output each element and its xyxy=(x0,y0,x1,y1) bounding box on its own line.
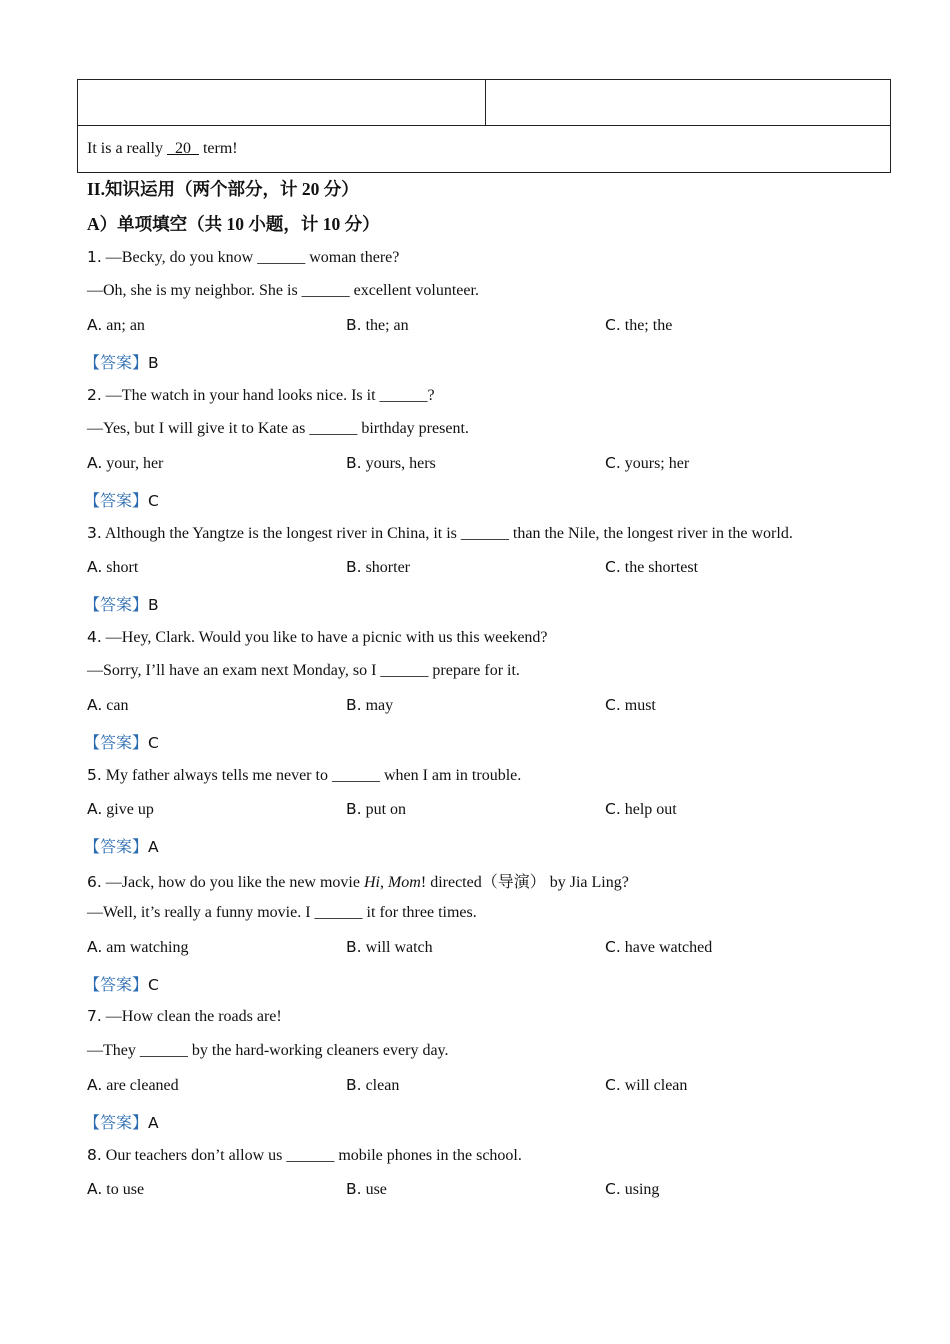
question-6-line-1 xyxy=(87,869,629,892)
option-letter: B. xyxy=(346,558,362,576)
question-text: —Becky, do you know ______ woman there? xyxy=(105,249,400,266)
option-text: yours, hers xyxy=(365,455,436,472)
question-6-option-c xyxy=(605,938,712,957)
option-letter: A. xyxy=(87,316,103,334)
option-text: clean xyxy=(365,1077,400,1094)
sentence-suffix: term! xyxy=(198,140,238,157)
answer-label: 【答案】 xyxy=(84,735,149,752)
option-letter: B. xyxy=(346,800,362,818)
question-number: 6. xyxy=(87,873,102,891)
question-1-line-1 xyxy=(87,248,399,267)
answer-key: A xyxy=(148,1114,159,1132)
option-text: an; an xyxy=(106,317,145,334)
question-4-option-a xyxy=(87,696,128,715)
question-text: —Hey, Clark. Would you like to have a picnic with us this weekend? xyxy=(105,629,548,646)
answer-key: C xyxy=(148,734,159,752)
option-text: your, her xyxy=(106,455,164,472)
question-7-line-1 xyxy=(87,1007,282,1026)
question-8-option-b xyxy=(346,1180,387,1199)
question-3-answer xyxy=(84,592,159,615)
question-2-option-a xyxy=(87,454,163,473)
option-text: the shortest xyxy=(624,559,699,576)
option-letter: A. xyxy=(87,938,103,956)
question-text: —The watch in your hand looks nice. Is it ______? xyxy=(105,387,435,404)
option-letter: B. xyxy=(346,316,362,334)
option-letter: B. xyxy=(346,1180,362,1198)
option-letter: A. xyxy=(87,454,103,472)
option-letter: A. xyxy=(87,1180,103,1198)
question-4-option-c xyxy=(605,696,656,715)
option-letter: C. xyxy=(605,558,621,576)
option-letter: C. xyxy=(605,696,621,714)
option-text: short xyxy=(106,559,139,576)
option-letter: B. xyxy=(346,938,362,956)
question-6-option-a xyxy=(87,938,188,957)
option-letter: C. xyxy=(605,800,621,818)
option-letter: B. xyxy=(346,454,362,472)
question-2-option-b xyxy=(346,454,436,473)
answer-label: 【答案】 xyxy=(84,977,149,994)
question-6-line-2: —Well, it’s really a funny movie. I ______ it for three times. xyxy=(87,904,477,921)
option-text: the; the xyxy=(624,317,673,334)
question-2-line-2: —Yes, but I will give it to Kate as ______ birthday present. xyxy=(87,420,469,437)
question-1-answer xyxy=(84,350,159,373)
question-8-option-c xyxy=(605,1180,659,1199)
table-cell-empty-left xyxy=(78,80,486,126)
table-cell-sentence xyxy=(78,126,891,173)
option-text: are cleaned xyxy=(106,1077,179,1094)
question-number: 8. xyxy=(87,1146,102,1164)
option-letter: C. xyxy=(605,454,621,472)
question-2-option-c xyxy=(605,454,689,473)
question-8-line-1 xyxy=(87,1146,522,1165)
question-3-option-b xyxy=(346,558,410,577)
option-text: put on xyxy=(365,801,407,818)
sentence-prefix: It is a really xyxy=(87,140,167,157)
blank-20: 20 xyxy=(166,140,199,157)
answer-label: 【答案】 xyxy=(84,493,149,510)
question-5-option-a xyxy=(87,800,154,819)
option-letter: A. xyxy=(87,800,103,818)
answer-label: 【答案】 xyxy=(84,839,149,856)
answer-label: 【答案】 xyxy=(84,355,149,372)
question-7-option-c xyxy=(605,1076,687,1095)
question-7-line-2: —They ______ by the hard-working cleaners every day. xyxy=(87,1042,449,1059)
movie-title-part: Mom xyxy=(387,874,421,891)
question-5-option-b xyxy=(346,800,406,819)
answer-key: A xyxy=(148,838,159,856)
question-7-option-b xyxy=(346,1076,399,1095)
question-text: My father always tells me never to ______ when I am in trouble. xyxy=(105,767,522,784)
option-letter: C. xyxy=(605,1076,621,1094)
option-text: will watch xyxy=(365,939,433,956)
option-letter: A. xyxy=(87,696,103,714)
question-text: —Jack, how do you like the new movie xyxy=(105,874,364,891)
answer-key: B xyxy=(148,596,159,614)
option-text: may xyxy=(365,697,394,714)
option-text: must xyxy=(624,697,656,714)
question-5-line-1 xyxy=(87,766,521,785)
option-text: have watched xyxy=(624,939,713,956)
subsection-title: A）单项填空（共 10 小题，计 10 分） xyxy=(87,214,380,234)
question-text: —How clean the roads are! xyxy=(105,1008,282,1025)
option-letter: C. xyxy=(605,316,621,334)
option-text: use xyxy=(365,1181,387,1198)
movie-title-part: Hi xyxy=(363,874,380,891)
question-4-option-b xyxy=(346,696,393,715)
question-7-answer xyxy=(84,1110,159,1133)
question-2-answer xyxy=(84,488,159,511)
question-4-line-1 xyxy=(87,628,548,647)
question-6-option-b xyxy=(346,938,433,957)
question-1-option-b xyxy=(346,316,409,335)
question-number: 4. xyxy=(87,628,102,646)
option-letter: C. xyxy=(605,1180,621,1198)
question-2-line-1 xyxy=(87,386,435,405)
answer-label: 【答案】 xyxy=(84,597,149,614)
question-text: ! directed（导演） by Jia Ling? xyxy=(420,874,629,891)
question-3-line-1 xyxy=(87,524,793,543)
question-number: 5. xyxy=(87,766,102,784)
question-4-answer xyxy=(84,730,159,753)
question-3-option-c xyxy=(605,558,698,577)
answer-key: C xyxy=(148,976,159,994)
question-number: 7. xyxy=(87,1007,102,1025)
question-5-answer xyxy=(84,834,159,857)
question-4-line-2: —Sorry, I’ll have an exam next Monday, so I ______ prepare for it. xyxy=(87,662,520,679)
option-text: shorter xyxy=(365,559,410,576)
question-text: , xyxy=(379,874,388,891)
question-1-line-2: —Oh, she is my neighbor. She is ______ excellent volunteer. xyxy=(87,282,479,299)
option-letter: B. xyxy=(346,696,362,714)
table-cell-empty-right xyxy=(486,80,891,126)
option-text: using xyxy=(624,1181,660,1198)
question-number: 2. xyxy=(87,386,102,404)
question-7-option-a xyxy=(87,1076,179,1095)
answer-key: C xyxy=(148,492,159,510)
option-text: can xyxy=(106,697,129,714)
question-5-option-c xyxy=(605,800,677,819)
answer-key: B xyxy=(148,354,159,372)
question-8-option-a xyxy=(87,1180,144,1199)
question-1-option-a xyxy=(87,316,145,335)
question-6-answer xyxy=(84,972,159,995)
question-number: 1. xyxy=(87,248,102,266)
question-number: 3. xyxy=(87,524,102,542)
option-text: give up xyxy=(106,801,154,818)
question-1-option-c xyxy=(605,316,672,335)
option-letter: B. xyxy=(346,1076,362,1094)
option-text: will clean xyxy=(624,1077,688,1094)
passage-table xyxy=(77,79,891,173)
option-text: am watching xyxy=(106,939,189,956)
section-title: II.知识运用（两个部分，计 20 分） xyxy=(87,179,359,199)
option-letter: C. xyxy=(605,938,621,956)
option-text: yours; her xyxy=(624,455,690,472)
option-letter: A. xyxy=(87,1076,103,1094)
question-text: Our teachers don’t allow us ______ mobile phones in the school. xyxy=(105,1147,522,1164)
option-text: help out xyxy=(624,801,677,818)
answer-label: 【答案】 xyxy=(84,1115,149,1132)
question-3-option-a xyxy=(87,558,138,577)
option-text: the; an xyxy=(365,317,409,334)
question-text: Although the Yangtze is the longest river in China, it is ______ than the Nile, the longest river in the world. xyxy=(104,525,793,542)
option-letter: A. xyxy=(87,558,103,576)
option-text: to use xyxy=(106,1181,145,1198)
